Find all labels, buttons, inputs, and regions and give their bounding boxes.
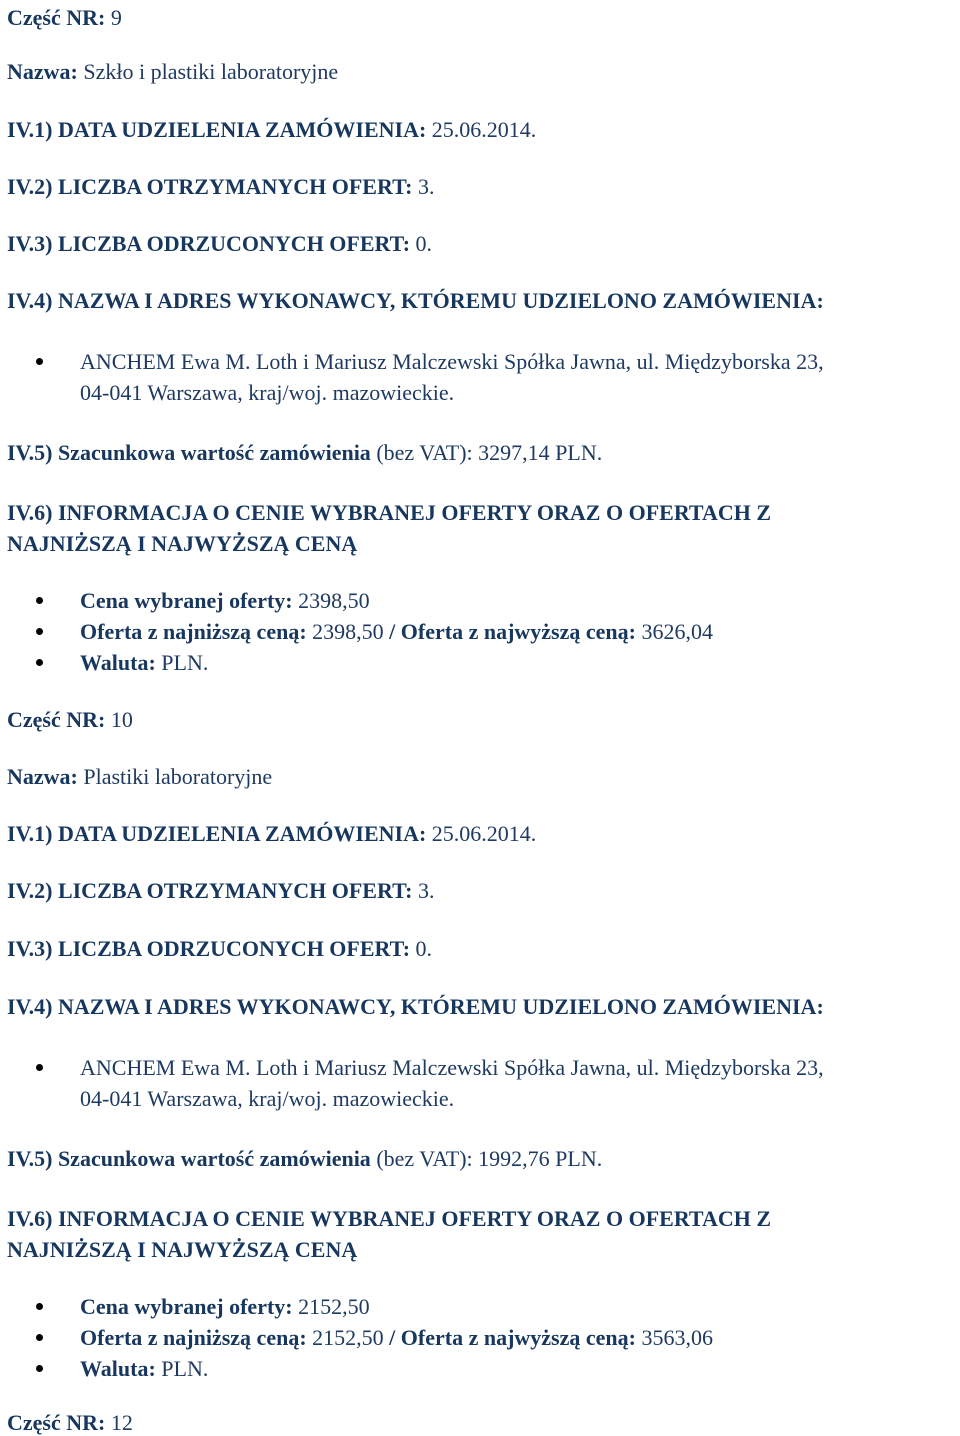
selected-price-label: Cena wybranej oferty: xyxy=(80,588,293,613)
iv1-line xyxy=(7,821,536,847)
contractor-list xyxy=(0,346,824,408)
highest-offer-value: 3626,04 xyxy=(641,619,713,644)
bullet-icon xyxy=(36,628,43,635)
name-value: Szkło i plastiki laboratoryjne xyxy=(83,59,339,84)
iv4-line xyxy=(7,994,824,1020)
iv1-label: IV.1) DATA UDZIELENIA ZAMÓWIENIA: xyxy=(7,821,427,846)
iv5-line xyxy=(7,440,602,466)
iv2-line xyxy=(7,174,434,200)
part-number-value: 12 xyxy=(110,1410,133,1435)
separator: / xyxy=(389,1325,396,1350)
iv2-label: IV.2) LICZBA OTRZYMANYCH OFERT: xyxy=(7,878,413,903)
iv6-heading xyxy=(7,1203,771,1265)
iv3-line xyxy=(7,231,432,257)
contractor-line-1: ANCHEM Ewa M. Loth i Mariusz Malczewski Spółka Jawna, ul. Międzyborska 23, xyxy=(80,349,824,374)
iv5-line xyxy=(7,1146,602,1172)
contractor-list xyxy=(0,1052,824,1114)
iv2-value: 3. xyxy=(417,878,435,903)
lowest-offer-label: Oferta z najniższą ceną: xyxy=(80,1325,307,1350)
iv6-line-2: NAJNIŻSZĄ I NAJWYŻSZĄ CENĄ xyxy=(7,531,358,556)
bullet-icon xyxy=(36,1334,43,1341)
iv3-label: IV.3) LICZBA ODRZUCONYCH OFERT: xyxy=(7,936,411,961)
list-item xyxy=(0,585,713,616)
currency-label: Waluta: xyxy=(80,650,156,675)
offer-list xyxy=(0,1291,713,1384)
bullet-icon xyxy=(36,1303,43,1310)
iv6-line-1: IV.6) INFORMACJA O CENIE WYBRANEJ OFERTY ORAZ O OFERTACH Z xyxy=(7,500,772,525)
list-item xyxy=(0,1322,713,1353)
iv4-label: IV.4) NAZWA I ADRES WYKONAWCY, KTÓREMU UDZIELONO ZAMÓWIENIA: xyxy=(7,994,824,1019)
highest-offer-value: 3563,06 xyxy=(641,1325,713,1350)
offer-list xyxy=(0,585,713,678)
iv1-value: 25.06.2014. xyxy=(431,821,537,846)
iv4-line xyxy=(7,288,824,314)
name-label: Nazwa: xyxy=(7,764,78,789)
contractor-line-2: 04-041 Warszawa, kraj/woj. mazowieckie. xyxy=(80,1086,455,1111)
iv6-line-1: IV.6) INFORMACJA O CENIE WYBRANEJ OFERTY ORAZ O OFERTACH Z xyxy=(7,1206,772,1231)
iv2-line xyxy=(7,878,434,904)
list-item xyxy=(0,616,713,647)
list-item xyxy=(0,1052,824,1114)
lowest-offer-value: 2398,50 xyxy=(312,619,384,644)
lowest-offer-value: 2152,50 xyxy=(312,1325,384,1350)
list-item xyxy=(0,647,713,678)
iv2-label: IV.2) LICZBA OTRZYMANYCH OFERT: xyxy=(7,174,413,199)
iv5-label: IV.5) Szacunkowa wartość zamówienia xyxy=(7,440,371,465)
iv3-line xyxy=(7,936,432,962)
part-number-label: Część NR: xyxy=(7,707,106,732)
part-number-label: Część NR: xyxy=(7,1410,106,1435)
separator: / xyxy=(389,619,396,644)
iv6-heading xyxy=(7,497,771,559)
contractor-line-2: 04-041 Warszawa, kraj/woj. mazowieckie. xyxy=(80,380,455,405)
name-value: Plastiki laboratoryjne xyxy=(83,764,273,789)
part-number-line xyxy=(7,5,122,31)
part-number-value: 9 xyxy=(110,5,122,30)
selected-price-value: 2398,50 xyxy=(298,588,370,613)
iv3-value: 0. xyxy=(415,231,433,256)
lowest-offer-label: Oferta z najniższą ceną: xyxy=(80,619,307,644)
iv5-value: 3297,14 PLN. xyxy=(478,440,603,465)
iv4-label: IV.4) NAZWA I ADRES WYKONAWCY, KTÓREMU UDZIELONO ZAMÓWIENIA: xyxy=(7,288,824,313)
bullet-icon xyxy=(36,597,43,604)
part-number-line xyxy=(7,707,133,733)
bullet-icon xyxy=(36,659,43,666)
bullet-icon xyxy=(36,1064,43,1071)
name-line xyxy=(7,59,338,85)
currency-label: Waluta: xyxy=(80,1356,156,1381)
iv1-line xyxy=(7,117,536,143)
currency-value: PLN. xyxy=(161,650,209,675)
iv2-value: 3. xyxy=(417,174,435,199)
currency-value: PLN. xyxy=(161,1356,209,1381)
bullet-icon xyxy=(36,1365,43,1372)
iv5-value: 1992,76 PLN. xyxy=(478,1146,603,1171)
iv5-vat: (bez VAT): xyxy=(376,1146,473,1171)
iv3-label: IV.3) LICZBA ODRZUCONYCH OFERT: xyxy=(7,231,411,256)
iv1-label: IV.1) DATA UDZIELENIA ZAMÓWIENIA: xyxy=(7,117,427,142)
list-item xyxy=(0,1353,713,1384)
part-number-value: 10 xyxy=(110,707,133,732)
part-number-label: Część NR: xyxy=(7,5,106,30)
name-label: Nazwa: xyxy=(7,59,78,84)
highest-offer-label: Oferta z najwyższą ceną: xyxy=(400,1325,636,1350)
iv5-vat: (bez VAT): xyxy=(376,440,473,465)
selected-price-label: Cena wybranej oferty: xyxy=(80,1294,293,1319)
contractor-line-1: ANCHEM Ewa M. Loth i Mariusz Malczewski Spółka Jawna, ul. Międzyborska 23, xyxy=(80,1055,824,1080)
highest-offer-label: Oferta z najwyższą ceną: xyxy=(400,619,636,644)
iv5-label: IV.5) Szacunkowa wartość zamówienia xyxy=(7,1146,371,1171)
iv3-value: 0. xyxy=(415,936,433,961)
iv1-value: 25.06.2014. xyxy=(431,117,537,142)
part-number-line xyxy=(7,1410,133,1436)
iv6-line-2: NAJNIŻSZĄ I NAJWYŻSZĄ CENĄ xyxy=(7,1237,358,1262)
list-item xyxy=(0,346,824,408)
bullet-icon xyxy=(36,358,43,365)
name-line xyxy=(7,764,272,790)
list-item xyxy=(0,1291,713,1322)
selected-price-value: 2152,50 xyxy=(298,1294,370,1319)
